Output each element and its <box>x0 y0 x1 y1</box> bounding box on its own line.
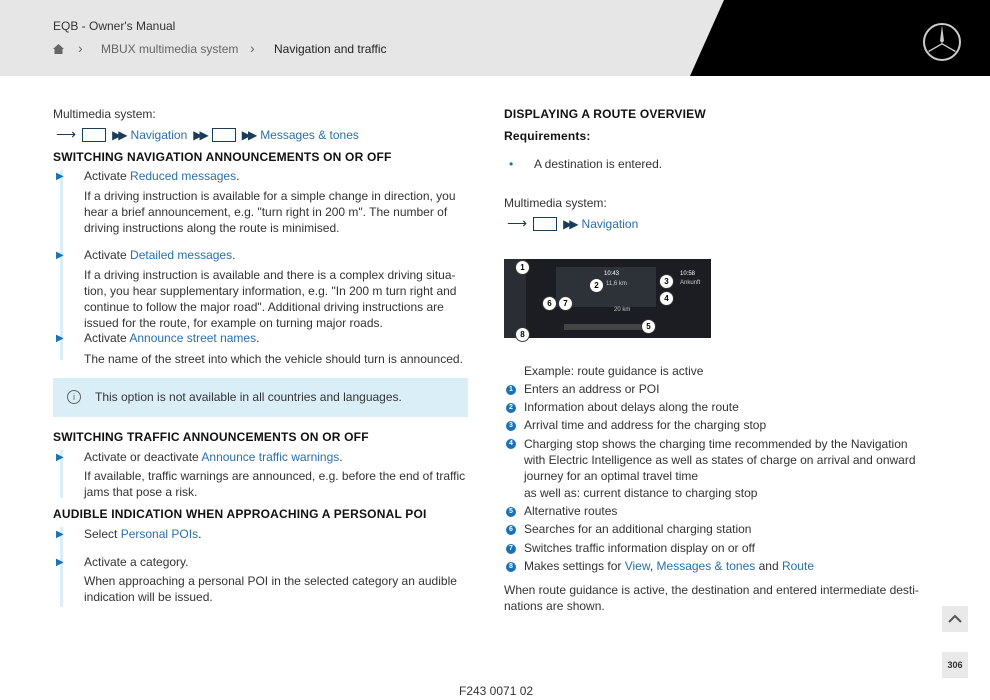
arrow-path-icon: ⟶ <box>507 215 528 231</box>
legend-marker: 7 <box>506 544 516 554</box>
desc-line: indication will be issued. <box>84 590 213 604</box>
legend-marker: 2 <box>506 403 516 413</box>
legend-item-settings: Makes settings for View, Messages & tones and Route <box>524 559 814 573</box>
callout-1: 1 <box>515 260 530 275</box>
step-activate-category: Activate a category. <box>84 555 189 569</box>
final-text: When route guidance is active, the destination and entered intermediate desti- <box>504 583 919 597</box>
requirements-label: Requirements: <box>504 129 591 143</box>
home-icon <box>82 128 106 142</box>
step-street: Activate Announce street names. <box>84 331 260 345</box>
legend-item: Enters an address or POI <box>524 382 660 396</box>
breadcrumb-mbux[interactable]: MBUX multimedia system <box>101 42 239 56</box>
step-arrow-icon: ▶ <box>56 557 64 568</box>
section-heading-traffic: SWITCHING TRAFFIC ANNOUNCEMENTS ON OR OFF <box>53 430 369 444</box>
legend-marker: 5 <box>506 507 516 517</box>
menu-path <box>507 215 638 232</box>
screen-distance: 11,6 km <box>606 281 627 287</box>
legend-marker: 1 <box>506 385 516 395</box>
page-number: 306 <box>942 652 968 678</box>
step-arrow-icon: ▶ <box>56 452 64 463</box>
callout-2: 2 <box>589 278 604 293</box>
chevron-right-icon: › <box>250 40 255 56</box>
step-traffic: Activate or deactivate Announce traffic warnings. <box>84 450 343 464</box>
double-chevron-icon: ▶▶ <box>193 127 206 142</box>
step-reduced: Activate Reduced messages. <box>84 169 240 183</box>
desc-line: When approaching a personal POI in the selected category an audible <box>84 574 457 588</box>
step-bar <box>60 170 63 360</box>
menu-navigation[interactable]: Navigation <box>581 216 639 231</box>
callout-8: 8 <box>515 327 530 342</box>
legend-item: Information about delays along the route <box>524 400 739 414</box>
desc-line: tion, you hear supplementary information, e.g. "In 200 m turn right and <box>84 284 457 298</box>
desc-line: jams that pose a risk. <box>84 485 198 499</box>
legend-marker: 4 <box>506 439 516 449</box>
screen-arrival: Ankunft <box>680 280 701 286</box>
step-arrow-icon: ▶ <box>56 333 64 344</box>
note-text: This option is not available in all countries and languages. <box>95 390 402 404</box>
desc-line: driving instructions along the route is minimised. <box>84 221 340 235</box>
step-arrow-icon: ▶ <box>56 171 64 182</box>
multimedia-label: Multimedia system: <box>53 107 156 121</box>
menu-path <box>56 126 359 143</box>
legend-item: Charging stop shows the charging time recommended by the Navigation <box>524 437 908 451</box>
link-announce-street[interactable]: Announce street names <box>129 331 257 345</box>
legend-item-cont: journey for an optimal travel time <box>524 469 699 483</box>
desc-line: If available, traffic warnings are announced, e.g. before the end of traffic <box>84 469 466 483</box>
legend-marker: 8 <box>506 562 516 572</box>
desc-line: The name of the street into which the vehicle should turn is announced. <box>84 352 463 366</box>
desc-line: continue to follow the major road". Additional driving instructions are <box>84 300 444 314</box>
screen-speed: 20 km <box>614 307 631 313</box>
screen-time: 10:43 <box>604 271 620 277</box>
arrow-path-icon: ⟶ <box>56 126 77 142</box>
desc-line: hear a brief announcement, e.g. "turn right in 200 m". The number of <box>84 205 448 219</box>
desc-line: If a driving instruction is available and there is a complex driving situa- <box>84 268 456 282</box>
callout-4: 4 <box>659 291 674 306</box>
callout-7: 7 <box>558 296 573 311</box>
chevron-up-icon <box>942 606 968 632</box>
multimedia-label: Multimedia system: <box>504 196 607 210</box>
figure-code: F243 0071 02 <box>459 684 534 698</box>
route-overview-screenshot <box>504 259 711 338</box>
link-detailed-messages[interactable]: Detailed messages <box>130 248 233 262</box>
requirement-item: A destination is entered. <box>534 157 663 171</box>
screen-arrival-time: 10:58 <box>680 271 696 277</box>
step-detailed: Activate Detailed messages. <box>84 248 236 262</box>
callout-3: 3 <box>659 274 674 289</box>
settings-icon <box>212 128 236 142</box>
section-heading-route-overview: DISPLAYING A ROUTE OVERVIEW <box>504 107 706 121</box>
desc-line: issued for the route, for example on turning major roads. <box>84 316 383 330</box>
callout-5: 5 <box>641 319 656 334</box>
legend-item: Searches for an additional charging station <box>524 522 752 536</box>
link-view[interactable]: View <box>624 559 650 573</box>
menu-messages-tones[interactable]: Messages & tones <box>260 127 359 142</box>
link-reduced-messages[interactable]: Reduced messages <box>130 169 237 183</box>
doc-title: EQB - Owner's Manual <box>53 19 176 33</box>
double-chevron-icon: ▶▶ <box>112 127 125 142</box>
mercedes-star-icon <box>922 22 962 62</box>
legend-item: Switches traffic information display on or off <box>524 541 755 555</box>
home-icon <box>533 217 557 231</box>
legend-marker: 3 <box>506 421 516 431</box>
menu-navigation[interactable]: Navigation <box>130 127 188 142</box>
scroll-to-top-button[interactable] <box>942 606 968 632</box>
step-arrow-icon: ▶ <box>56 250 64 261</box>
info-icon: i <box>67 390 81 404</box>
callout-6: 6 <box>542 296 557 311</box>
legend-item: Alternative routes <box>524 504 618 518</box>
double-chevron-icon: ▶▶ <box>241 127 255 142</box>
chevron-right-icon: › <box>78 40 83 56</box>
section-heading-nav-announcements: SWITCHING NAVIGATION ANNOUNCEMENTS ON OR OFF <box>53 150 392 164</box>
desc-line: If a driving instruction is available for a simple change in direction, you <box>84 189 456 203</box>
bullet-icon: • <box>509 157 514 171</box>
step-select-poi: Select Personal POIs. <box>84 527 202 541</box>
info-note <box>53 378 468 417</box>
breadcrumb-current: Navigation and traffic <box>274 42 387 56</box>
link-messages-tones[interactable]: Messages & tones <box>656 559 756 573</box>
legend-item-cont: as well as: current distance to charging stop <box>524 486 758 500</box>
final-text: nations are shown. <box>504 599 605 613</box>
legend-item-cont: with Electric Intelligence as well as states of charge on arrival and onward <box>524 453 916 467</box>
link-announce-traffic[interactable]: Announce traffic warnings <box>201 450 340 464</box>
example-caption: Example: route guidance is active <box>524 364 704 378</box>
legend-item: Arrival time and address for the charging stop <box>524 418 767 432</box>
section-heading-poi: AUDIBLE INDICATION WHEN APPROACHING A PERSONAL POI <box>53 507 427 521</box>
step-arrow-icon: ▶ <box>56 529 64 540</box>
legend-marker: 6 <box>506 525 516 535</box>
link-personal-pois[interactable]: Personal POIs <box>120 527 199 541</box>
home-icon[interactable] <box>52 43 65 55</box>
double-chevron-icon: ▶▶ <box>563 216 576 231</box>
link-route[interactable]: Route <box>781 559 814 573</box>
